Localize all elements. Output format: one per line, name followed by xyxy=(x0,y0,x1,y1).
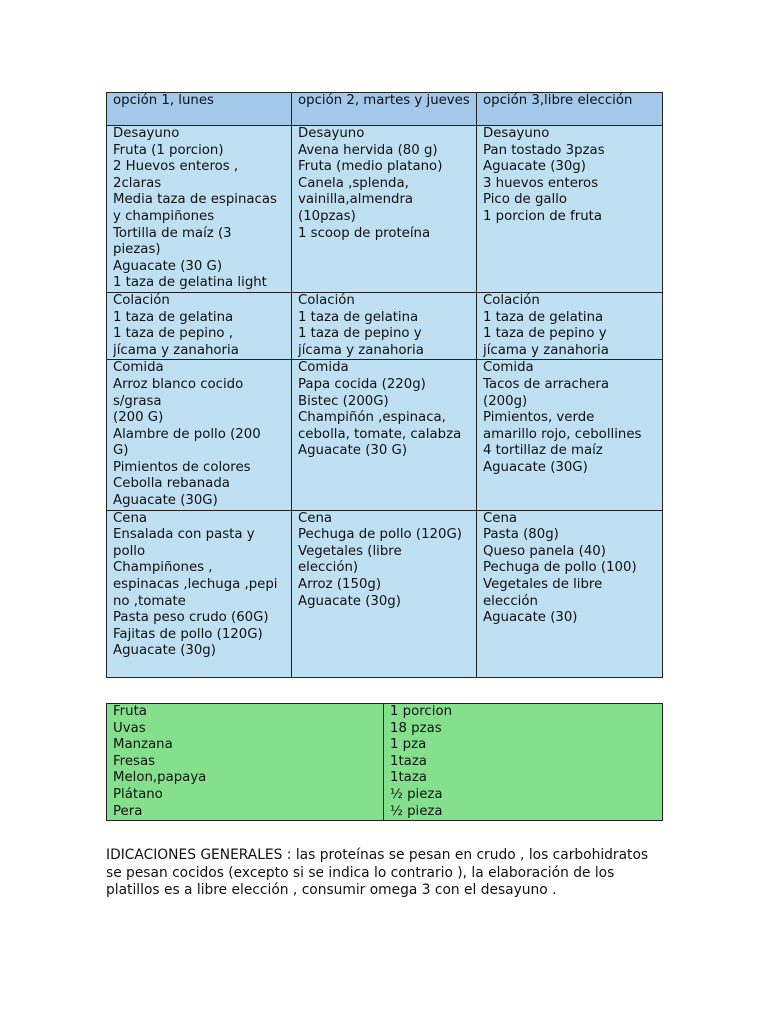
meal-name: Desayuno xyxy=(483,126,550,141)
meal-item: 1 taza de pepino y xyxy=(483,326,607,342)
meal-table-row xyxy=(107,360,663,510)
meal-item: 1 taza de gelatina xyxy=(483,309,604,325)
meal-item: Pasta (80g) xyxy=(483,527,559,543)
meal-item: Aguacate (30g) xyxy=(483,159,586,175)
fruit-row xyxy=(107,737,663,754)
meal-item: Pechuga de pollo (120G) xyxy=(298,527,462,543)
fruit-portion: 1 porcion xyxy=(384,704,663,721)
meal-item: elección) xyxy=(298,560,359,576)
instruction-line: se pesan cocidos (excepto si se indica lo contrario ), la elaboración de los xyxy=(106,864,615,881)
meal-name: Cena xyxy=(113,510,148,526)
meal-item: Fruta (medio platano) xyxy=(298,159,443,175)
meal-item: 1 taza de pepino y xyxy=(298,326,422,342)
meal-cell xyxy=(107,126,292,293)
fruit-portion: 1taza xyxy=(384,754,663,771)
meal-table-row xyxy=(107,126,663,293)
instruction-line: IDICACIONES GENERALES : las proteínas se pesan en crudo , los carbohidratos xyxy=(106,847,649,863)
meal-item: jícama y zanahoria xyxy=(483,342,609,358)
meal-cell xyxy=(477,292,663,359)
meal-cell xyxy=(292,360,477,510)
meal-item: Tacos de arrachera xyxy=(483,376,610,392)
fruit-name: Plátano xyxy=(107,787,384,804)
meal-cell xyxy=(107,510,292,677)
meal-item: piezas) xyxy=(113,242,161,258)
meal-item: Queso panela (40) xyxy=(483,543,606,559)
meal-item: Vegetales de libre xyxy=(483,577,603,593)
meal-cell xyxy=(292,126,477,293)
fruit-name: Fresas xyxy=(107,754,384,771)
fruit-row xyxy=(107,754,663,771)
meal-item: 4 tortillaz de maíz xyxy=(483,443,603,459)
general-instructions xyxy=(106,847,666,900)
meal-item: Papa cocida (220g) xyxy=(298,376,426,392)
meal-item: G) xyxy=(113,443,129,459)
meal-name: Desayuno xyxy=(113,126,180,141)
fruit-portion: 1taza xyxy=(384,770,663,787)
meal-table-row xyxy=(107,510,663,677)
fruit-row xyxy=(107,787,663,804)
fruit-row xyxy=(107,804,663,821)
fruit-name: Melon,papaya xyxy=(107,770,384,787)
meal-option-header: opción 2, martes y jueves xyxy=(292,93,477,126)
meal-item: amarillo rojo, cebollines xyxy=(483,426,642,442)
meal-item: Avena hervida (80 g) xyxy=(298,142,438,158)
meal-item: pollo xyxy=(113,543,146,559)
meal-name: Desayuno xyxy=(298,126,365,141)
meal-item: Champiñones , xyxy=(113,560,213,576)
instruction-line: platillos es a libre elección , consumir omega 3 con el desayuno . xyxy=(106,882,557,899)
meal-cell xyxy=(292,510,477,677)
meal-item: Fruta (1 porcion) xyxy=(113,142,224,158)
meal-item: 1 taza de gelatina xyxy=(113,309,234,325)
meal-table-header-row xyxy=(107,93,663,126)
meal-name: Colación xyxy=(113,292,170,308)
fruit-portion: ½ pieza xyxy=(384,787,663,804)
meal-item: Aguacate (30) xyxy=(483,610,578,626)
meal-item: Pico de gallo xyxy=(483,192,568,208)
meal-item: Aguacate (30 G) xyxy=(113,258,223,274)
meal-name: Comida xyxy=(298,360,349,376)
meal-item: jícama y zanahoria xyxy=(113,342,239,358)
meal-item: 2claras xyxy=(113,175,162,191)
meal-name: Comida xyxy=(113,360,164,376)
meal-name: Comida xyxy=(483,360,534,376)
fruit-row xyxy=(107,704,663,721)
meal-item: Pimientos de colores xyxy=(113,459,251,475)
meal-item: Aguacate (30 G) xyxy=(298,443,408,459)
meal-option-header: opción 1, lunes xyxy=(107,93,292,126)
meal-cell xyxy=(107,360,292,510)
meal-item: Alambre de pollo (200 xyxy=(113,426,261,442)
fruit-name: Fruta xyxy=(107,704,384,721)
fruit-portion: 1 pza xyxy=(384,737,663,754)
meal-item: (10pzas) xyxy=(298,208,356,224)
meal-item: Pan tostado 3pzas xyxy=(483,142,605,158)
meal-item: espinacas ,lechuga ,pepi xyxy=(113,577,278,593)
meal-item: jícama y zanahoria xyxy=(298,342,424,358)
fruit-row xyxy=(107,770,663,787)
meal-item: Champiñón ,espinaca, xyxy=(298,410,446,426)
meal-item: 1 scoop de proteína xyxy=(298,225,431,241)
meal-item: 1 porcion de fruta xyxy=(483,208,603,224)
meal-table-row xyxy=(107,292,663,359)
meal-item: Media taza de espinacas xyxy=(113,192,277,208)
meal-item: Aguacate (30G) xyxy=(483,459,588,475)
meal-item: no ,tomate xyxy=(113,593,186,609)
meal-cell xyxy=(477,360,663,510)
meal-item: Aguacate (30G) xyxy=(113,493,218,509)
meal-item: Pechuga de pollo (100) xyxy=(483,560,637,576)
meal-item: 1 taza de gelatina xyxy=(298,309,419,325)
meal-item: cebolla, tomate, calabza xyxy=(298,426,462,442)
meal-plan-table xyxy=(106,92,663,678)
meal-item: Aguacate (30g) xyxy=(113,643,216,659)
meal-item: Pasta peso crudo (60G) xyxy=(113,610,269,626)
fruit-name: Pera xyxy=(107,804,384,821)
meal-item: s/grasa xyxy=(113,393,162,409)
fruit-portion: 18 pzas xyxy=(384,721,663,738)
meal-item: Vegetales (libre xyxy=(298,543,402,559)
meal-item: Fajitas de pollo (120G) xyxy=(113,626,263,642)
meal-cell xyxy=(292,292,477,359)
meal-item: vainilla,almendra xyxy=(298,192,414,208)
meal-item: Cebolla rebanada xyxy=(113,476,230,492)
meal-item: 2 Huevos enteros , xyxy=(113,159,239,175)
fruit-row xyxy=(107,721,663,738)
meal-name: Colación xyxy=(298,292,355,308)
meal-item: Ensalada con pasta y xyxy=(113,527,255,543)
fruit-name: Uvas xyxy=(107,721,384,738)
fruit-name: Manzana xyxy=(107,737,384,754)
meal-item: (200g) xyxy=(483,393,528,409)
meal-option-header: opción 3,libre elección xyxy=(477,93,663,126)
meal-name: Cena xyxy=(298,510,333,526)
meal-item: 3 huevos enteros xyxy=(483,175,599,191)
meal-item: Aguacate (30g) xyxy=(298,593,401,609)
meal-item: y champiñones xyxy=(113,208,215,224)
fruit-portion: ½ pieza xyxy=(384,804,663,821)
meal-item: Pimientos, verde xyxy=(483,410,595,426)
meal-name: Colación xyxy=(483,292,540,308)
meal-item: 1 taza de gelatina light xyxy=(113,275,267,291)
fruit-portions-table xyxy=(106,703,663,821)
meal-name: Cena xyxy=(483,510,518,526)
meal-cell xyxy=(477,510,663,677)
meal-cell xyxy=(477,126,663,293)
meal-item: Tortilla de maíz (3 xyxy=(113,225,232,241)
meal-item: Bistec (200G) xyxy=(298,393,389,409)
meal-item: Arroz (150g) xyxy=(298,577,382,593)
meal-item: (200 G) xyxy=(113,410,164,426)
meal-item: Canela ,splenda, xyxy=(298,175,409,191)
meal-item: Arroz blanco cocido xyxy=(113,376,244,392)
meal-item: 1 taza de pepino , xyxy=(113,326,234,342)
meal-cell xyxy=(107,292,292,359)
meal-item: elección xyxy=(483,593,538,609)
